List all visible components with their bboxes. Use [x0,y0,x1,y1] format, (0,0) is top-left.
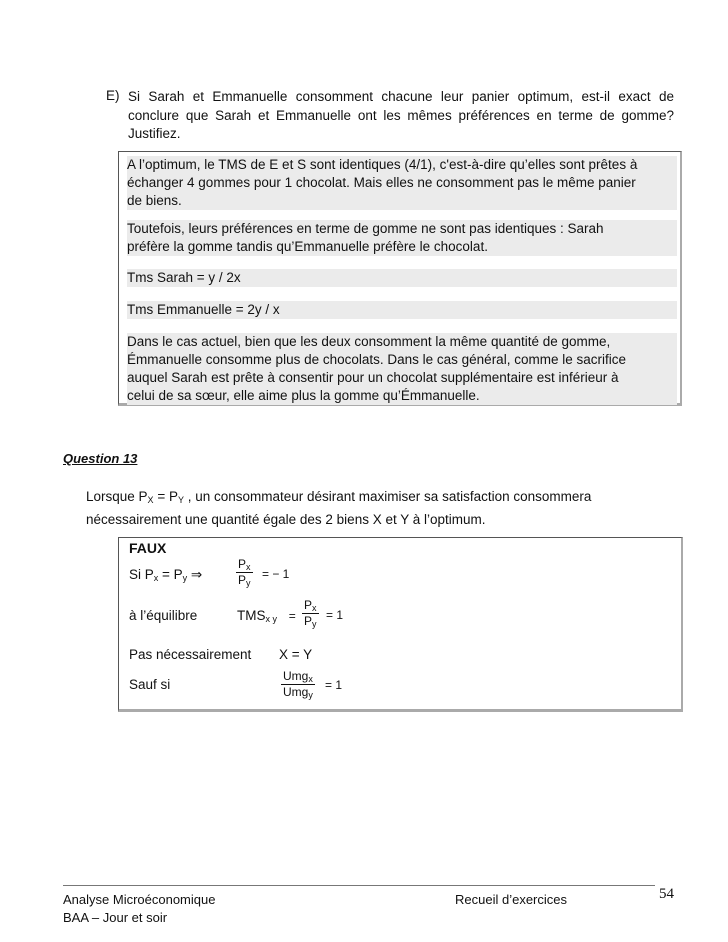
answer-e-line: préfère la gomme tandis qu’Emmanuelle préfère le chocolat. [127,238,677,256]
footer-divider [63,885,655,886]
equals-minus-one: = − 1 [262,567,290,581]
question-e-label: E) [106,88,120,103]
equals-one: = 1 [326,608,344,622]
implies-symbol: ⇒ [190,567,203,582]
not-necessarily-label: Pas nécessairement [129,647,252,662]
footer-collection: Recueil d’exercices [455,892,567,907]
answer-e-line: Tms Sarah = y / 2x [127,269,677,287]
question-13-title: Question 13 [63,451,138,466]
answer-e-line: auquel Sarah est prête à consentir pour un chocolat supplémentaire est inférieur à [127,369,677,387]
answer-box-e [118,151,682,406]
page-number: 54 [659,886,674,902]
condition-prices-equal: Si $P_x = P_y$ ⇒ [129,567,203,583]
answer-e-line: Toutefois, leurs préférences en terme de gomme ne sont pas identiques : Sarah [127,220,677,238]
answer-box-13 [118,537,683,712]
footer-course: Analyse Microéconomique [63,892,216,907]
unless-label: Sauf si [129,677,171,692]
marginal-utility-ratio: Umg$_x$ Umg$_y$ [283,669,313,700]
question-e-text: Si Sarah et Emmanuelle consomment chacune leur panier optimum, est-il exact de conclure que Sarah et Emmanuelle ont les mêmes préférences en terme de gomme? Justifiez. [128,89,674,141]
price-ratio: $\frac{P_x}{P_y}$ [238,557,251,588]
answer-e-line: Dans le cas actuel, bien que les deux consomment la même quantité de gomme, [127,333,677,351]
footer-program: BAA – Jour et soir [63,910,168,925]
equilibrium-label: à l’équilibre [129,608,198,623]
tms-expression: $TMS_{x y}$ = [237,608,296,624]
answer-e-line: de biens. [127,192,677,210]
equals-one-b: = 1 [325,678,343,692]
answer-e-line: échanger 4 gommes pour 1 chocolat. Mais elles ne consomment pas le même panier [127,174,677,192]
answer-e-line: Émmanuelle consomme plus de chocolats. Dans le cas général, comme le sacrifice [127,351,677,369]
price-ratio-equilibrium: $\frac{P_x}{P_y}$ [304,598,317,629]
answer-e-line: Tms Emmanuelle = 2y / x [127,301,677,319]
question-13-text: Lorsque $P_X = P_Y$ , un consommateur désirant maximiser sa satisfaction consommera nécessairement une quantité égale des 2 biens X et Y à l’optimum. [86,489,592,527]
answer-e-line: celui de sa sœur, elle aime plus la gomme qu’Émmanuelle. [127,387,677,405]
x-equals-y: X = Y [279,647,313,662]
answer-e-line: A l’optimum, le TMS de E et S sont identiques (4/1), c'est-à-dire qu’elles sont prêtes à [127,156,677,174]
verdict: FAUX [129,540,167,556]
